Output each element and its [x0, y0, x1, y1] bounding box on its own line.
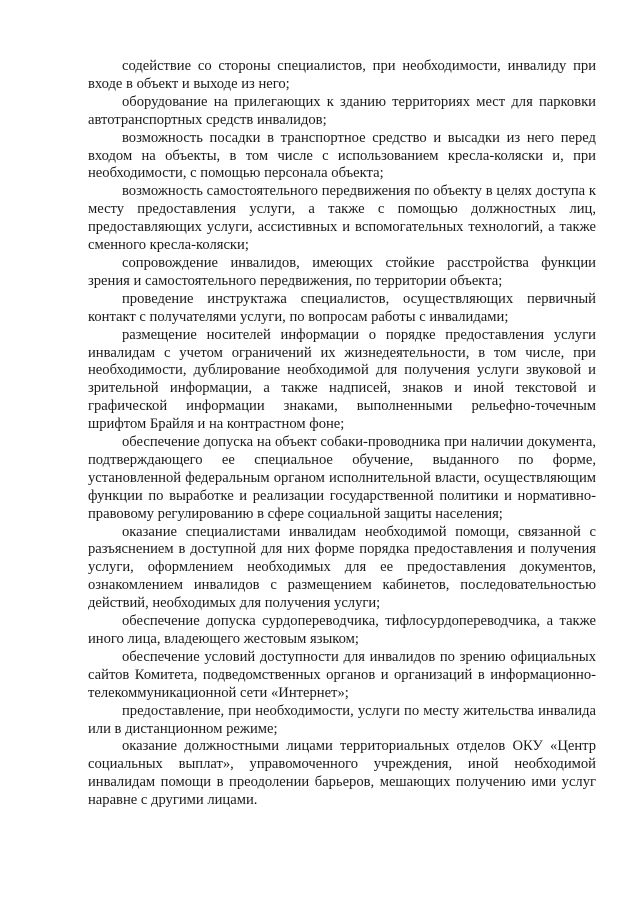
paragraph-4: возможность самостоятельного передвижения по объекту в целях доступа к месту предоставления услуги, а также с помощью должностных лиц, предоставляющих услуги, ассистивных и вспомогательных технологий, а также сменного кресла-коляски; [88, 183, 596, 254]
paragraph-13: оказание должностными лицами территориальных отделов ОКУ «Центр социальных выплат», управомоченного учреждения, иной необходимой инвалидам помощи в преодолении барьеров, мешающих получению ими услуг наравне с другими лицами. [88, 738, 596, 809]
paragraph-12: предоставление, при необходимости, услуги по месту жительства инвалида или в дистанционном режиме; [88, 702, 596, 737]
paragraph-3: возможность посадки в транспортное средство и высадки из него перед входом на объекты, в том числе с использованием кресла-коляски и, при необходимости, с помощью персонала объекта; [88, 129, 596, 182]
paragraph-11: обеспечение условий доступности для инвалидов по зрению официальных сайтов Комитета, подведомственных органов и организаций в информационно-телекоммуникационной сети «Интернет»; [88, 648, 596, 701]
paragraph-2: оборудование на прилегающих к зданию территориях мест для парковки автотранспортных средств инвалидов; [88, 93, 596, 128]
paragraph-1: содействие со стороны специалистов, при необходимости, инвалиду при входе в объект и выходе из него; [88, 58, 596, 92]
paragraph-8: обеспечение допуска на объект собаки-проводника при наличии документа, подтверждающего ее специальное обучение, выданного по форме, установленной федеральным органом исполнительной власти, осуществляющим функции по выработке и реализации государственной политики и нормативно-правовому регулированию в сфере социальной защиты населения; [88, 434, 596, 522]
paragraph-7: размещение носителей информации о порядке предоставления услуги инвалидам с учетом ограничений их жизнедеятельности, в том числе, при необходимости, дублирование необходимой для получения услуги звуковой и зрительной информации, а также надписей, знаков и иной текстовой и графической информации знаками, выполненными рельефно-точечным шрифтом Брайля и на контрастном фоне; [88, 326, 596, 433]
document-page [88, 58, 596, 810]
paragraph-5: сопровождение инвалидов, имеющих стойкие расстройства функции зрения и самостоятельного передвижения, по территории объекта; [88, 254, 596, 289]
paragraph-6: проведение инструктажа специалистов, осуществляющих первичный контакт с получателями услуги, по вопросам работы с инвалидами; [88, 290, 596, 325]
paragraph-10: обеспечение допуска сурдопереводчика, тифлосурдопереводчика, а также иного лица, владеющего жестовым языком; [88, 613, 596, 647]
paragraph-9: оказание специалистами инвалидам необходимой помощи, связанной с разъяснением в доступной для них форме порядка предоставления и получения услуги, оформлением необходимых для ее предоставления документов, ознакомлением инвалидов с размещением кабинетов, последовательностью действий, необходимых для получения услуги; [88, 523, 596, 612]
